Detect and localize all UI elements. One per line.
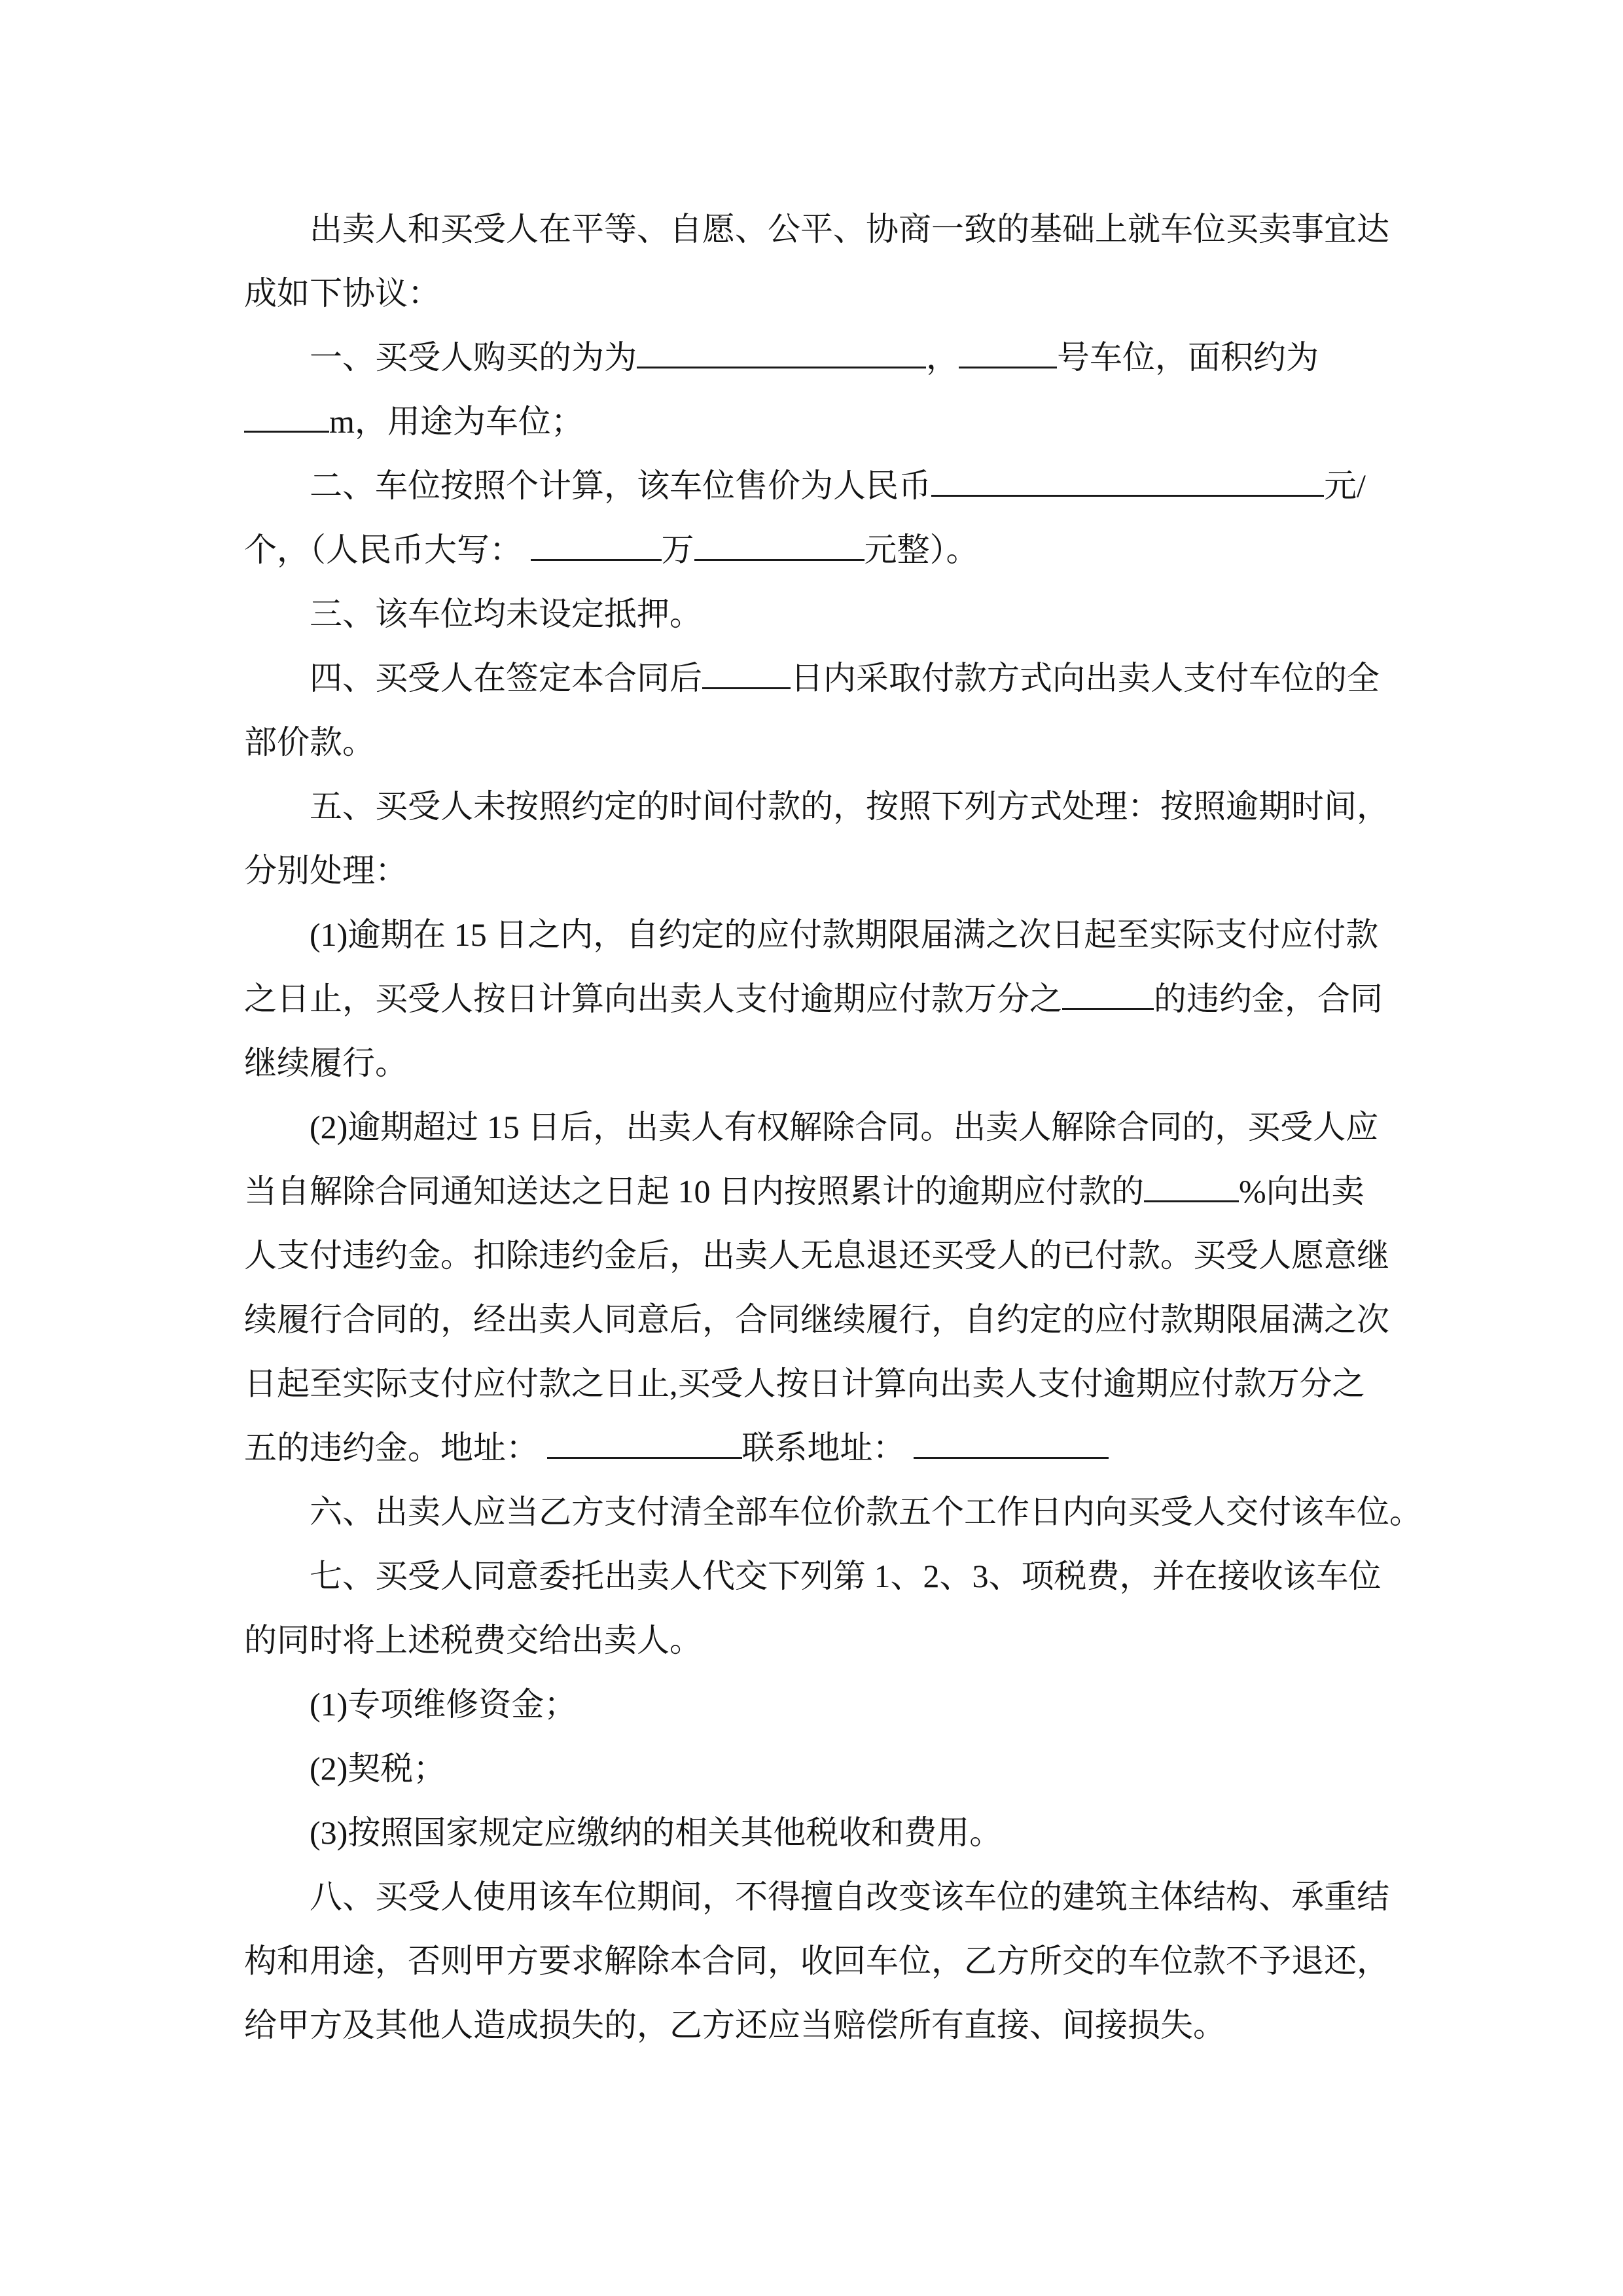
blank-underline <box>531 526 662 561</box>
document-line <box>244 1416 1386 1480</box>
text-run <box>522 531 531 568</box>
text-run: 当自解除合同通知送达之日起 10 日内按照累计的逾期应付款的 <box>244 1173 1144 1210</box>
text-run: 续履行合同的，经出卖人同意后，合同继续履行，自约定的应付款期限届满之次 <box>244 1301 1389 1338</box>
document-line <box>244 1159 1386 1223</box>
text-run: 五、买受人未按照约定的时间付款的，按照下列方式处理：按照逾期时间， <box>310 788 1389 825</box>
blank-underline <box>702 655 791 689</box>
text-run: (2)契税； <box>310 1750 446 1787</box>
document-line <box>244 389 1386 454</box>
text-run: 号车位，面积约为 <box>1057 339 1319 376</box>
document-line <box>244 646 1386 710</box>
document-line <box>244 838 1386 903</box>
text-run: 之日止，买受人按日计算向出卖人支付逾期应付款万分之 <box>244 980 1062 1017</box>
text-run: 四、买受人在签定本合同后 <box>310 660 702 696</box>
text-run: 给甲方及其他人造成损失的，乙方还应当赔偿所有直接、间接损失。 <box>244 2007 1226 2043</box>
text-run: 构和用途，否则甲方要求解除本合同，收回车位，乙方所交的车位款不予退还， <box>244 1943 1389 1979</box>
document-line <box>244 1736 1386 1801</box>
document-line <box>244 1223 1389 1287</box>
document-line <box>244 1672 1386 1736</box>
document-line <box>244 1993 1386 2057</box>
text-run: 元/ <box>1324 467 1366 504</box>
text-run: ， <box>926 339 959 376</box>
document-line <box>244 1608 1386 1672</box>
text-run: 人支付违约金。扣除违约金后，出卖人无息退还买受人的已付款。买受人愿意继 <box>244 1237 1389 1274</box>
text-run: 六、出卖人应当乙方支付清全部车位价款五个工作日内向买受人交付该车位。 <box>310 1494 1422 1530</box>
document-line <box>244 261 1386 325</box>
blank-underline <box>694 526 865 561</box>
text-run: 部价款。 <box>244 724 375 761</box>
text-run <box>906 1429 914 1466</box>
text-run: 三、该车位均未设定抵押。 <box>310 596 702 632</box>
document-line <box>244 1352 1386 1416</box>
text-run: 的违约金，合同 <box>1154 980 1383 1017</box>
blank-underline <box>1062 975 1154 1010</box>
text-run: 五的违约金。地址： <box>244 1429 539 1466</box>
blank-underline <box>1144 1168 1239 1202</box>
text-run: (1)专项维修资金； <box>310 1686 577 1723</box>
text-run: (3)按照国家规定应缴纳的相关其他税收和费用。 <box>310 1814 1003 1851</box>
text-run: 日起至实际支付应付款之日止,买受人按日计算向出卖人支付逾期应付款万分之 <box>244 1365 1365 1402</box>
text-run: 元整）。 <box>864 531 979 568</box>
text-run: m，用途为车位； <box>329 403 584 440</box>
text-run: 八、买受人使用该车位期间，不得擅自改变该车位的建筑主体结构、承重结 <box>310 1878 1389 1915</box>
text-run: 七、买受人同意委托出卖人代交下列第 1、2、3、项税费，并在接收该车位 <box>310 1558 1382 1594</box>
text-run: 出卖人和买受人在平等、自愿、公平、协商一致的基础上就车位买卖事宜达 <box>310 211 1389 247</box>
text-run: %向出卖 <box>1239 1173 1364 1210</box>
text-run <box>539 1429 547 1466</box>
text-run: 万 <box>661 531 694 568</box>
text-run: (1)逾期在 15 日之内，自约定的应付款期限届满之次日起至实际支付应付款 <box>310 916 1379 953</box>
document-line <box>244 1095 1386 1159</box>
blank-underline <box>959 334 1057 368</box>
document-line <box>244 1544 1386 1608</box>
document-line <box>244 1865 1389 1929</box>
blank-underline <box>547 1424 742 1459</box>
document-line <box>244 582 1386 646</box>
document-line <box>244 903 1386 967</box>
text-run: 继续履行。 <box>244 1045 408 1081</box>
text-run: 的同时将上述税费交给出卖人。 <box>244 1622 702 1659</box>
document-line <box>244 1480 1422 1544</box>
text-run: 成如下协议： <box>244 275 440 312</box>
blank-underline <box>637 334 926 368</box>
blank-underline <box>931 462 1324 497</box>
document-line <box>244 518 1386 582</box>
text-run: 日内采取付款方式向出卖人支付车位的全 <box>791 660 1380 696</box>
text-run: (2)逾期超过 15 日后，出卖人有权解除合同。出卖人解除合同的，买受人应 <box>310 1109 1379 1145</box>
blank-underline <box>244 398 329 433</box>
document-line <box>244 1801 1386 1865</box>
document-line <box>244 325 1386 389</box>
blank-underline <box>914 1424 1109 1459</box>
document-line <box>244 1287 1389 1352</box>
document-line <box>244 1031 1386 1095</box>
document-line <box>244 774 1389 838</box>
text-run: 二、车位按照个计算，该车位售价为人民币 <box>310 467 931 504</box>
document-line <box>244 197 1389 261</box>
text-run: 联系地址： <box>741 1429 906 1466</box>
document-body <box>244 197 1422 2057</box>
document-line <box>244 1929 1389 1993</box>
document-line <box>244 967 1386 1031</box>
text-run: 一、买受人购买的为为 <box>310 339 637 376</box>
text-run: 个，（人民币大写： <box>244 531 522 568</box>
document-line <box>244 710 1386 774</box>
document-line <box>244 454 1386 518</box>
text-run: 分别处理： <box>244 852 408 889</box>
